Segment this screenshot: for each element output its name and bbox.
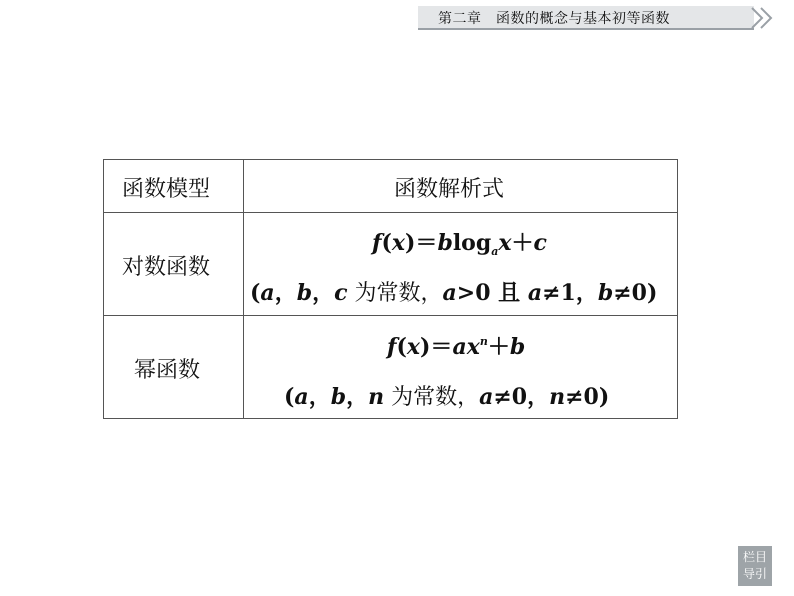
formula-log: f(x)＝blog$_a$x＋c	[372, 230, 547, 258]
row-divider	[104, 212, 677, 213]
header-model: 函数模型	[122, 177, 211, 202]
condition-power: (a，b，n 为常数，a≠0，n≠0)	[284, 384, 610, 410]
formula-power: $f(x)=ax^n+b$	[387, 334, 526, 360]
function-model-table	[103, 159, 678, 419]
row-model-log: 对数函数	[122, 255, 211, 280]
header-formula: 函数解析式	[394, 177, 505, 202]
chevron-right-icon	[748, 6, 788, 30]
chapter-title: 第二章 函数的概念与基本初等函数	[438, 11, 670, 27]
section-nav-button[interactable]	[738, 546, 772, 586]
row-divider	[104, 315, 677, 316]
nav-label-line1: 栏目	[742, 550, 767, 564]
nav-label-line2: 导引	[742, 567, 767, 581]
condition-log: (a，b，c 为常数，a>0 且 a≠1，b≠0)	[250, 280, 658, 306]
column-divider	[243, 160, 244, 418]
row-model-power: 幂函数	[134, 358, 201, 383]
chapter-header	[418, 6, 754, 30]
